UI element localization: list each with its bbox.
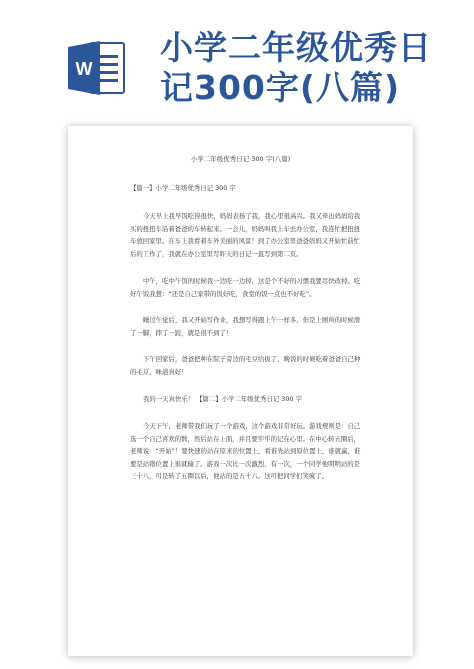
page-title: [160, 28, 460, 108]
header-banner: [0, 0, 474, 115]
document-page: [68, 126, 413, 656]
paragraph-1: 今天早上我早饭吃得很快，妈妈表扬了我，我心里很高兴。我又牵出妈妈给我买的扭扭车沿着爸爸的车转起来。一会儿，妈妈叫我上车去办公室，我连忙把扭扭车放回家里。在车上我看着车外美丽的风景！到了办公室里爸爸妈妈又开始忙前忙后的工作了，我就在办公室里写昨天的日记一直写到第二页。: [130, 212, 361, 258]
title-line-2: 记300字(八篇): [160, 68, 401, 107]
word-icon-letter: W: [75, 59, 93, 79]
paragraph-3: 睡过午觉后，我又开始写作业，我想写得跟上午一样多，但是上厕所的时候滑了一脚，摔了一跤，就是很不到了！: [130, 316, 361, 337]
section-heading-1: 【篇一】小学二年级优秀日记 300 字: [130, 184, 236, 192]
word-document-icon: [66, 37, 128, 99]
document-title: 小学二年级优秀日记 300 字(八篇): [190, 155, 291, 163]
paragraph-5: 我的一天真快乐！ 【篇二】小学二年级优秀日记 300 字: [143, 395, 302, 403]
paragraph-4: 下午回家后，爸爸把种在院子旁边的毛豆给拔了，晚饭的时候吃着爸爸自己种的毛豆，味道真好！: [130, 355, 361, 376]
paragraph-6: 今天下午，老师带我们玩了一个游戏，这个游戏非常好玩。游戏规则是：自己选一个自己喜欢的数，然后站在上面，并且要牢牢的记在心里。在中心转五圈后，老师说：“开始”！要快速的站在原来的位置上，看谁先站到原位置上，谁就赢，谁要是站错位置上谁就输了。游戏一次比一次激烈，有一次，一个同学他明明站的是三十八，可是转了五圈以后，他站的是五十六。这可把同学们笑疯了。: [130, 422, 361, 481]
paragraph-2: 中午，吃中午饭的时候我一边吃一边掉，这是个不好的习惯我要尽快改掉。吃好午饭我想：“还是自己家带的饭好吃，食堂的饭一点也不好吃”。: [130, 277, 361, 298]
title-line-1: 小学二年级优秀日: [160, 28, 432, 67]
